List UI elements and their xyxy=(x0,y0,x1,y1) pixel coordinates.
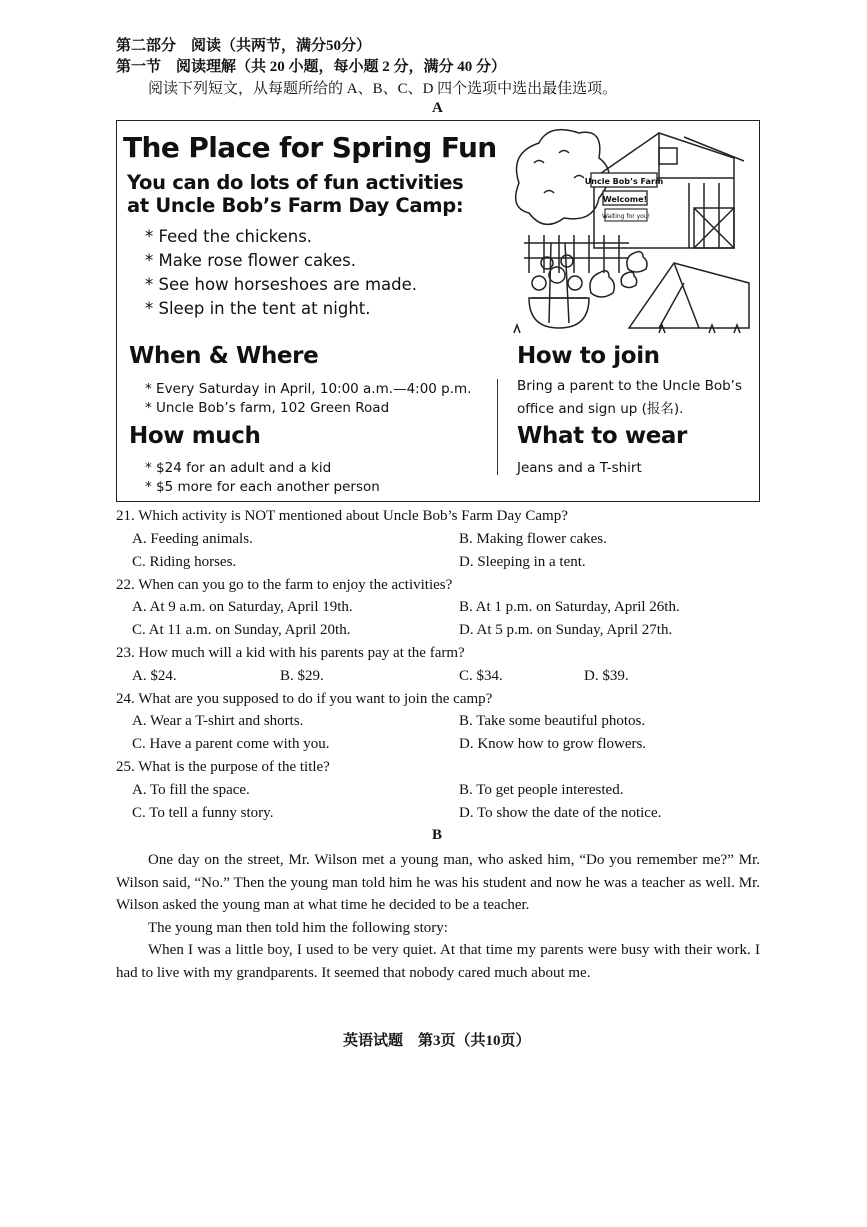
extra-price-line: * $5 more for each another person xyxy=(145,479,380,495)
passage-b-paragraph-1: One day on the street, Mr. Wilson met a young man, who asked him, “Do you remember me?” Mr. Wilson said, “No.” Then the young man told him he was his student and now he was a teacher as well. Mr. Wilson asked the young man at what time he decided to be a teacher. xyxy=(116,852,760,913)
question-stem: 25. What is the purpose of the title? xyxy=(116,759,330,775)
how-much-heading: How much xyxy=(129,423,261,449)
section-heading: 第一节 阅读理解（共 20 小题，每小题 2 分，满分 40 分） xyxy=(116,59,507,75)
option: A. Wear a T-shirt and shorts. xyxy=(132,713,304,729)
option: D. $39. xyxy=(584,668,629,684)
passage-b-paragraph-2: The young man then told him the following story: xyxy=(148,920,448,936)
passage-a-label: A xyxy=(432,100,443,116)
activity-item: * See how horseshoes are made. xyxy=(145,275,418,294)
activity-item: * Feed the chickens. xyxy=(145,227,313,246)
option: C. Have a parent come with you. xyxy=(132,736,330,752)
option: A. Feeding animals. xyxy=(132,531,253,547)
option: B. To get people interested. xyxy=(459,782,624,798)
activity-item: * Sleep in the tent at night. xyxy=(145,299,371,318)
option: A. To fill the space. xyxy=(132,782,250,798)
page-footer: 英语试题 第3页（共10页） xyxy=(343,1033,531,1049)
ad-title: The Place for Spring Fun xyxy=(123,131,497,164)
activity-item: * Make rose flower cakes. xyxy=(145,251,357,270)
option: B. At 1 p.m. on Saturday, April 26th. xyxy=(459,599,680,615)
option: D. At 5 p.m. on Sunday, April 27th. xyxy=(459,622,673,638)
where-line: * Uncle Bob’s farm, 102 Green Road xyxy=(145,400,390,416)
option: B. Making flower cakes. xyxy=(459,531,607,547)
what-to-wear-heading: What to wear xyxy=(517,423,687,449)
when-where-heading: When & Where xyxy=(129,343,319,369)
option: A. $24. xyxy=(132,668,177,684)
question-stem: 24. What are you supposed to do if you want to join the camp? xyxy=(116,691,493,707)
camp-advertisement xyxy=(116,120,760,502)
passage-b-paragraph-3: When I was a little boy, I used to be very quiet. At that time my parents were busy with their work. I had to live with my grandparents. It seemed that nobody cared much about me. xyxy=(116,942,760,981)
option: D. To show the date of the notice. xyxy=(459,805,662,821)
option: A. At 9 a.m. on Saturday, April 19th. xyxy=(132,599,353,615)
ad-subtitle-line1: You can do lots of fun activities xyxy=(127,171,464,194)
when-line: * Every Saturday in April, 10:00 a.m.—4:00 p.m. xyxy=(145,381,472,397)
option: C. To tell a funny story. xyxy=(132,805,274,821)
option: C. $34. xyxy=(459,668,503,684)
option: D. Sleeping in a tent. xyxy=(459,554,586,570)
vertical-divider xyxy=(497,379,498,475)
wear-line: Jeans and a T-shirt xyxy=(517,460,642,476)
part-heading: 第二部分 阅读（共两节，满分50分） xyxy=(116,38,372,54)
option: B. $29. xyxy=(280,668,324,684)
question-stem: 22. When can you go to the farm to enjoy the activities? xyxy=(116,577,453,593)
question-stem: 21. Which activity is NOT mentioned about Uncle Bob’s Farm Day Camp? xyxy=(116,508,568,524)
instruction-text: 阅读下列短文，从每题所给的 A、B、C、D 四个选项中选出最佳选项。 xyxy=(148,81,618,97)
ad-subtitle-line2: at Uncle Bob’s Farm Day Camp: xyxy=(127,194,464,217)
sign-welcome: Welcome! xyxy=(602,195,648,204)
question-stem: 23. How much will a kid with his parents pay at the farm? xyxy=(116,645,465,661)
sign-farm-name: Uncle Bob’s Farm xyxy=(584,177,664,186)
join-line2: office and sign up (报名). xyxy=(517,401,684,417)
option: B. Take some beautiful photos. xyxy=(459,713,646,729)
option: C. Riding horses. xyxy=(132,554,237,570)
sign-waiting: Waiting for you! xyxy=(601,213,651,220)
price-line: * $24 for an adult and a kid xyxy=(145,460,332,476)
farm-illustration xyxy=(509,123,755,335)
option: C. At 11 a.m. on Sunday, April 20th. xyxy=(132,622,351,638)
join-line1: Bring a parent to the Uncle Bob’s xyxy=(517,378,742,394)
option: D. Know how to grow flowers. xyxy=(459,736,647,752)
how-to-join-heading: How to join xyxy=(517,343,660,369)
passage-b-label: B xyxy=(432,827,443,843)
